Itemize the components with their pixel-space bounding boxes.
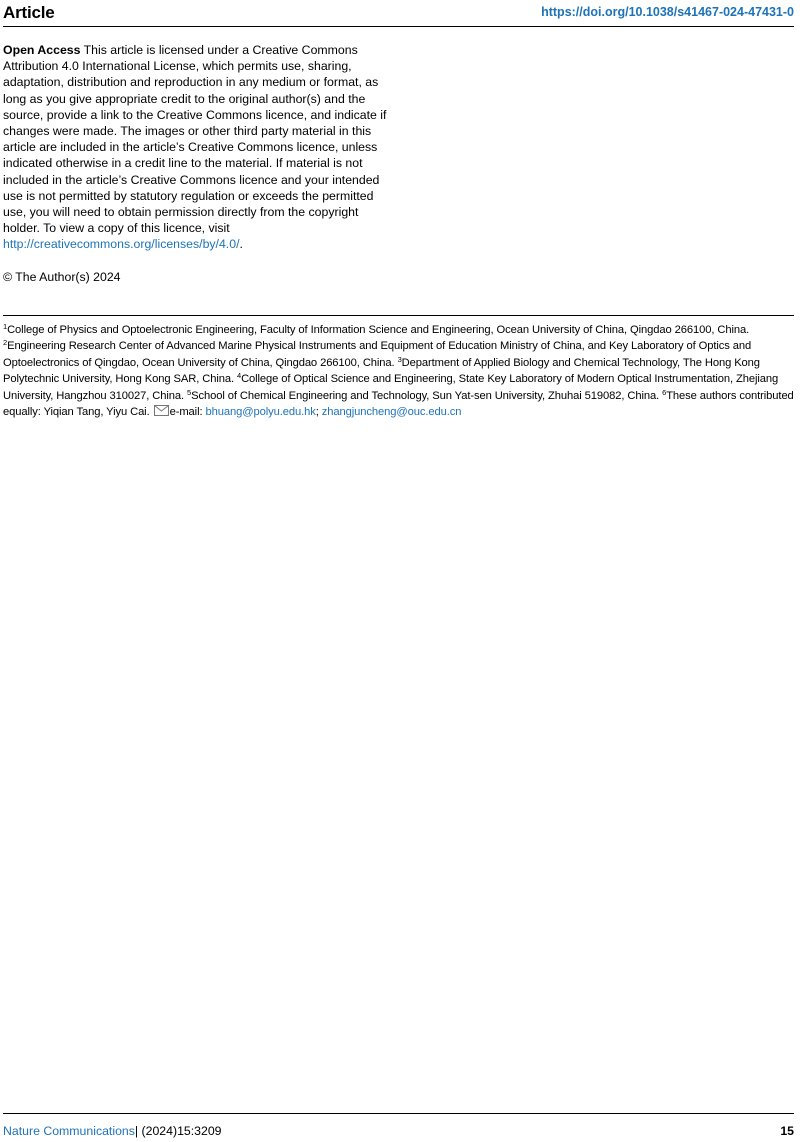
journal-name[interactable]: Nature Communications	[3, 1124, 135, 1138]
affiliation-number: 4	[236, 371, 242, 381]
email-link-1[interactable]: bhuang@polyu.edu.hk	[205, 406, 316, 419]
affiliations-block	[3, 322, 795, 421]
license-end: .	[239, 237, 243, 252]
affiliation-number: 3	[397, 354, 402, 364]
license-link[interactable]: http://creativecommons.org/licenses/by/4.0/	[3, 237, 240, 252]
email-link-2[interactable]: zhangjuncheng@ouc.edu.cn	[321, 406, 462, 419]
affiliation-number: 6	[662, 387, 667, 397]
open-access-heading: Open Access	[3, 43, 81, 57]
doi-link[interactable]: https://doi.org/10.1038/s41467-024-47431-0	[541, 5, 794, 19]
mail-icon	[154, 405, 169, 421]
article-type-label: Article	[3, 3, 55, 22]
affiliation-number: 2	[3, 338, 8, 348]
affiliation-number: 1	[3, 322, 8, 331]
citation: | (2024)15:3209	[134, 1124, 222, 1138]
email-separator: ;	[315, 406, 322, 419]
affiliation-number: 5	[187, 387, 192, 397]
copyright-notice: © The Author(s) 2024	[3, 270, 121, 284]
page-footer	[3, 1124, 794, 1140]
page-number: 15	[780, 1124, 794, 1138]
license-text: This article is licensed under a Creative Commons Attribution 4.0 International License, which permits use, sharing, adaptation, distribution and reproduction in any medium or format, as long as you give appropriate credit to the original author(s) and the source, provide a link to the Creative Commons licence, and indicate if changes were made. The images or other third party material in this article are included in the article’s Creative Commons licence, unless indicated otherwise in a credit line to the material. If material is not included in the article’s Creative Commons licence and your intended use is not permitted by statutory regulation or exceeds the permitted use, you will need to obtain permission directly from the copyright holder. To view a copy of this licence, visit	[3, 43, 387, 236]
open-access-license	[3, 42, 395, 253]
email-label: e-mail:	[169, 406, 206, 419]
affiliation-3: Department of Applied Biology and Chemical Technology, The Hong Kong Polytechnic University, Hong Kong SAR, China.	[3, 356, 760, 386]
affiliation-2: Engineering Research Center of Advanced Marine Physical Instruments and Equipment of Education Ministry of China, and Key Laboratory of Optics and Optoelectronics of Qingdao, Ocean University of China, Qingdao 266100, China.	[3, 340, 752, 369]
page-header	[3, 0, 794, 27]
footer-divider	[3, 1113, 794, 1114]
affiliation-4: College of Optical Science and Engineering, State Key Laboratory of Modern Optical Instrumentation, Zhejiang University, Hangzhou 310027, China.	[3, 373, 779, 402]
equal-contribution-note: These authors contributed equally: Yiqian Tang, Yiyu Cai.	[3, 389, 794, 419]
affiliations-divider	[3, 315, 794, 316]
affiliation-5: School of Chemical Engineering and Technology, Sun Yat-sen University, Zhuhai 519082, China.	[191, 389, 663, 402]
affiliation-1: College of Physics and Optoelectronic Engineering, Faculty of Information Science and Engineering, Ocean University of China, Qingdao 266100, China.	[7, 324, 750, 336]
